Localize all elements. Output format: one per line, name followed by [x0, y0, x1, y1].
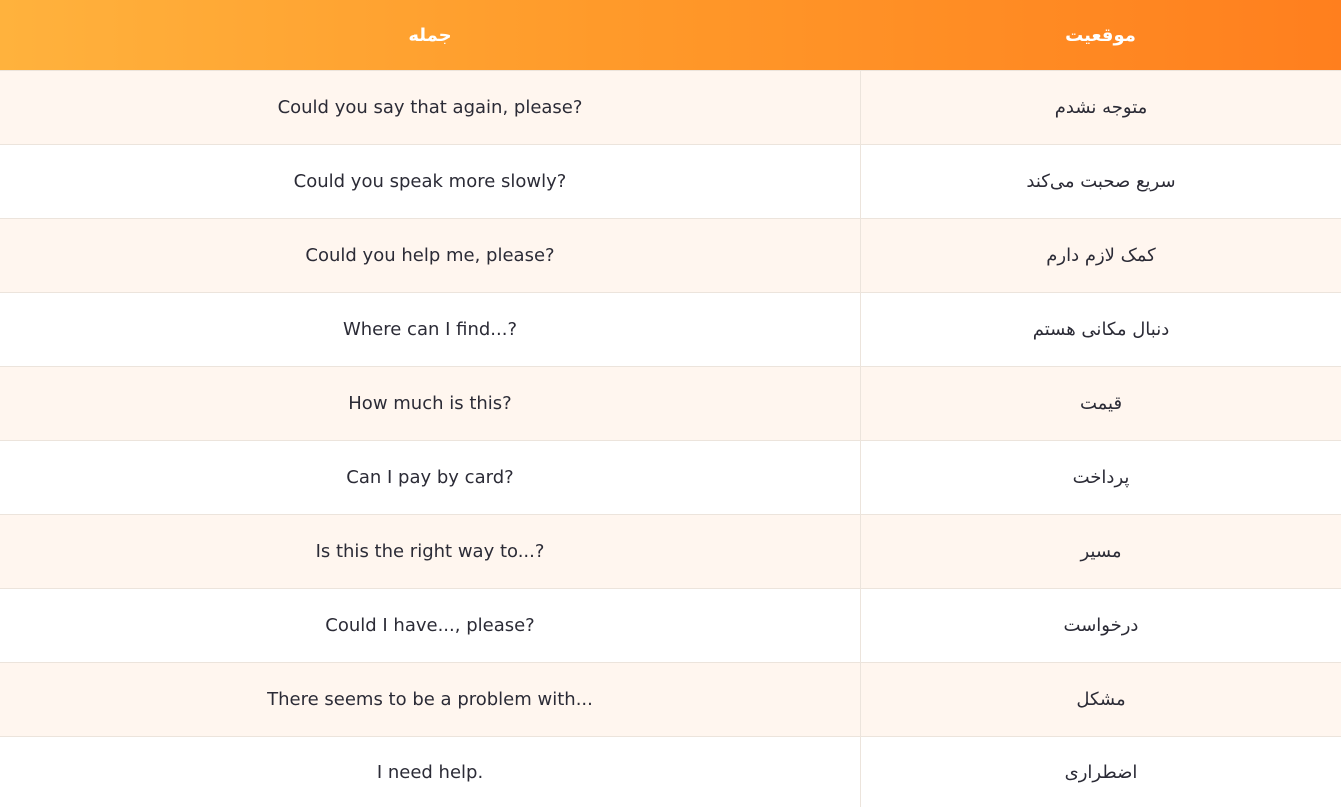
table-row — [0, 440, 1341, 514]
table-row — [0, 366, 1341, 440]
situation-cell: دنبال مکانی هستم — [860, 293, 1341, 366]
header-situation: موقعیت — [1065, 24, 1136, 46]
phrase-cell: Can I pay by card? — [346, 467, 514, 488]
phrase-cell: Could you speak more slowly? — [293, 171, 567, 192]
situation-cell: مشکل — [860, 663, 1341, 736]
situation-cell: سریع صحبت می‌کند — [860, 145, 1341, 218]
table-row — [0, 218, 1341, 292]
phrase-cell: Could I have..., please? — [325, 615, 535, 636]
situation-cell: مسیر — [860, 515, 1341, 588]
situation-cell: کمک لازم دارم — [860, 219, 1341, 292]
table-row — [0, 662, 1341, 736]
table-row — [0, 736, 1341, 807]
phrase-cell: I need help. — [376, 761, 484, 783]
phrase-cell: Could you help me, please? — [305, 245, 555, 266]
phrase-cell: Is this the right way to...? — [315, 541, 545, 562]
situation-cell: پرداخت — [860, 441, 1341, 514]
situation-cell: درخواست — [860, 589, 1341, 662]
table-header — [0, 0, 1341, 70]
situation-cell: متوجه نشدم — [860, 71, 1341, 144]
phrase-cell: Where can I find...? — [342, 319, 518, 340]
phrase-cell: There seems to be a problem with... — [267, 689, 593, 710]
table-row — [0, 588, 1341, 662]
phrase-cell: How much is this? — [348, 393, 512, 414]
table-row — [0, 144, 1341, 218]
table-row — [0, 70, 1341, 144]
table-row — [0, 514, 1341, 588]
table-row — [0, 292, 1341, 366]
phrase-cell: Could you say that again, please? — [277, 97, 583, 118]
situation-cell: اضطراری — [860, 737, 1341, 807]
header-phrase: جمله — [408, 24, 452, 46]
situation-cell: قیمت — [860, 367, 1341, 440]
